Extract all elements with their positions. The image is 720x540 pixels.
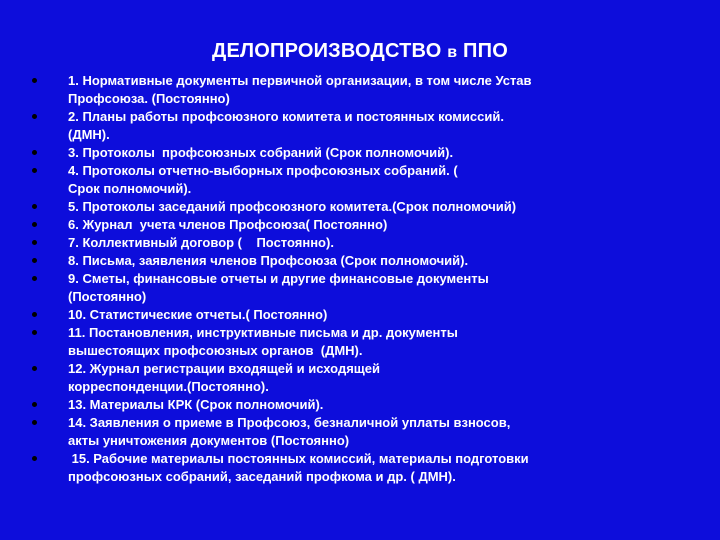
list-item-line: 11. Постановления, инструктивные письма и др. документы (68, 325, 458, 340)
bullet-icon (32, 150, 37, 155)
bullet-icon (32, 222, 37, 227)
list-item (32, 234, 692, 252)
list-item (32, 72, 692, 108)
list-item (32, 108, 692, 144)
list-item-line: корреспонденции.(Постоянно). (68, 379, 269, 394)
list-item-line: 8. Письма, заявления членов Профсоюза (Срок полномочий). (68, 253, 469, 268)
bullet-icon (32, 204, 37, 209)
list-item-line: 3. Протоколы профсоюзных собраний (Срок полномочий). (68, 145, 454, 160)
list-item (32, 396, 692, 414)
list-item (32, 306, 692, 324)
list-item (32, 216, 692, 234)
document-list (32, 72, 692, 486)
list-item (32, 414, 692, 450)
list-item-line: вышестоящих профсоюзных органов (ДМН). (68, 343, 363, 358)
bullet-icon (32, 240, 37, 245)
bullet-icon (32, 456, 37, 461)
list-item-line: 2. Планы работы профсоюзного комитета и постоянных комиссий. (68, 109, 504, 124)
list-item-line: Срок полномочий). (68, 181, 192, 196)
bullet-icon (32, 420, 37, 425)
list-item-line: 5. Протоколы заседаний профсоюзного комитета.(Срок полномочий) (68, 199, 517, 214)
list-item-line: профсоюзных собраний, заседаний профкома и др. ( ДМН). (68, 469, 456, 484)
bullet-icon (32, 168, 37, 173)
list-item-line: 6. Журнал учета членов Профсоюза( Постоянно) (68, 217, 388, 232)
list-item (32, 360, 692, 396)
bullet-icon (32, 402, 37, 407)
list-item-line: (Постоянно) (68, 289, 147, 304)
list-item-line: акты уничтожения документов (Постоянно) (68, 433, 350, 448)
list-item (32, 324, 692, 360)
bullet-icon (32, 78, 37, 83)
slide-title (0, 40, 720, 63)
list-item (32, 198, 692, 216)
list-item-line: 15. Рабочие материалы постоянных комиссий, материалы подготовки (68, 451, 529, 466)
bullet-icon (32, 276, 37, 281)
list-item-line: 13. Материалы КРК (Срок полномочий). (68, 397, 324, 412)
bullet-icon (32, 114, 37, 119)
list-item-line: 9. Сметы, финансовые отчеты и другие финансовые документы (68, 271, 489, 286)
list-item (32, 450, 692, 486)
list-item-line: 4. Протоколы отчетно-выборных профсоюзных собраний. ( (68, 163, 458, 178)
title-main: ДЕЛОПРОИЗВОДСТВО (212, 40, 442, 62)
bullet-icon (32, 258, 37, 263)
list-item (32, 144, 692, 162)
list-item-line: 1. Нормативные документы первичной организации, в том числе Устав (68, 73, 532, 88)
list-item-line: 14. Заявления о приеме в Профсоюз, безналичной уплаты взносов, (68, 415, 511, 430)
list-item (32, 270, 692, 306)
title-preposition: в (447, 44, 458, 61)
bullet-icon (32, 330, 37, 335)
bullet-icon (32, 366, 37, 371)
bullet-icon (32, 312, 37, 317)
list-item-line: 10. Статистические отчеты.( Постоянно) (68, 307, 328, 322)
list-item-line: (ДМН). (68, 127, 110, 142)
title-tail: ППО (463, 40, 508, 62)
list-item (32, 252, 692, 270)
list-item-line: 7. Коллективный договор ( Постоянно). (68, 235, 334, 250)
list-item (32, 162, 692, 198)
list-item-line: 12. Журнал регистрации входящей и исходящей (68, 361, 380, 376)
list-item-line: Профсоюза. (Постоянно) (68, 91, 230, 106)
